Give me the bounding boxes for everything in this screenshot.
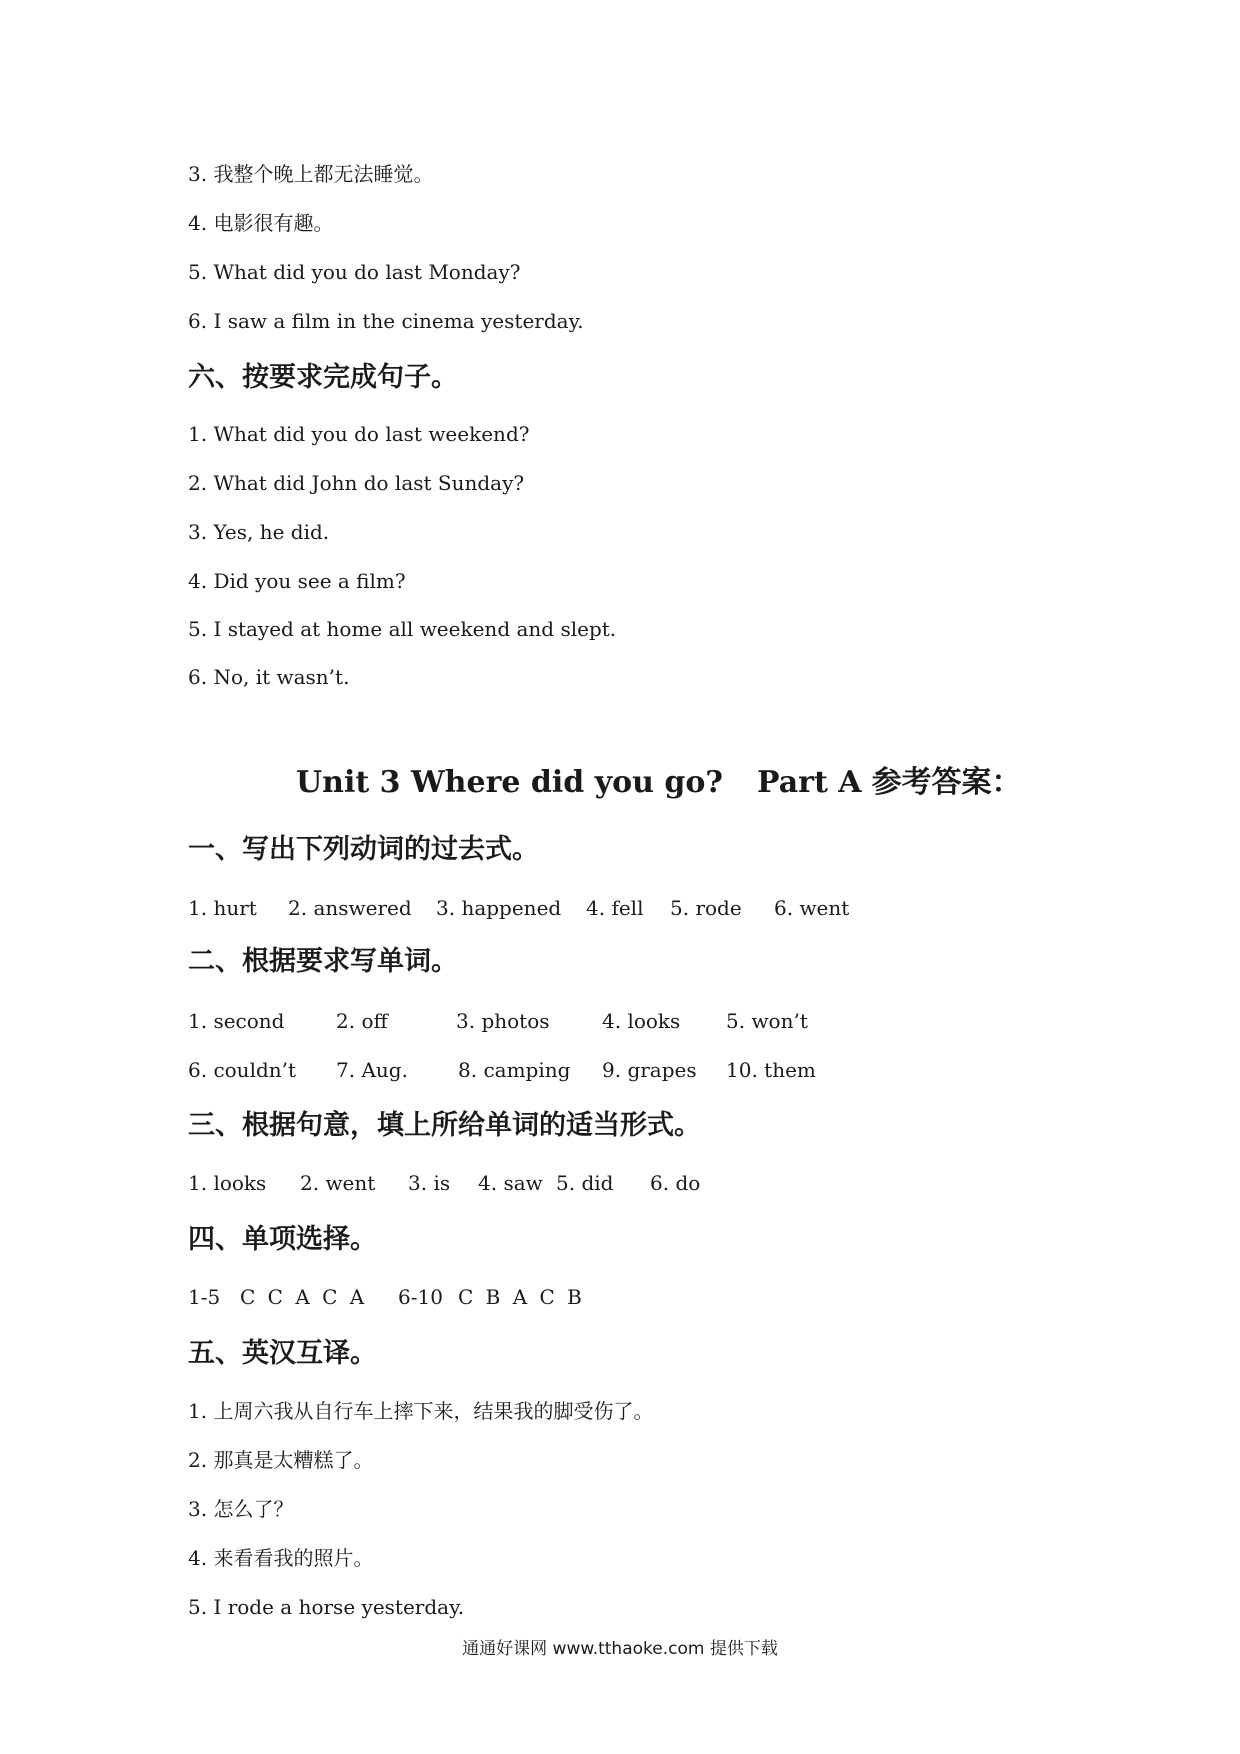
section-5-item-5: 5. I rode a horse yesterday. — [188, 1595, 465, 1619]
answer-letters: C B A C B — [458, 1285, 585, 1309]
prev-answer-3: 3. 我整个晚上都无法睡觉。 — [188, 162, 434, 186]
prev-answer-4: 4. 电影很有趣。 — [188, 211, 334, 235]
answer-item: 3. is — [408, 1171, 451, 1195]
answer-item: 2. went — [300, 1171, 376, 1195]
prev-answer-5: 5. What did you do last Monday? — [188, 260, 521, 284]
section-6-item-3: 3. Yes, he did. — [188, 520, 330, 544]
answer-item: 5. did — [556, 1171, 614, 1195]
section-5-item-3: 3. 怎么了？ — [188, 1497, 294, 1521]
section-5-item-4: 4. 来看看我的照片。 — [188, 1546, 374, 1570]
answer-item: 1. looks — [188, 1171, 267, 1195]
section-5-heading: 五、英汉互译。 — [188, 1338, 377, 1369]
answer-letters: C C A C A — [240, 1285, 368, 1309]
answer-item: 8. camping — [458, 1058, 571, 1082]
answer-item: 4. saw — [478, 1171, 543, 1195]
section-5-item-2: 2. 那真是太糟糕了。 — [188, 1448, 374, 1472]
section-1-heading: 一、写出下列动词的过去式。 — [188, 834, 539, 865]
section-3-heading: 三、根据句意，填上所给单词的适当形式。 — [188, 1110, 701, 1141]
answer-item: 1. hurt — [188, 896, 257, 920]
answer-item: 4. fell — [586, 896, 644, 920]
section-6-item-2: 2. What did John do last Sunday? — [188, 471, 525, 495]
answer-item: 3. photos — [456, 1009, 550, 1033]
section-6-item-5: 5. I stayed at home all weekend and slept. — [188, 617, 617, 641]
section-6-item-1: 1. What did you do last weekend? — [188, 422, 530, 446]
section-6-item-6: 6. No, it wasn’t. — [188, 665, 350, 689]
answer-item: 7. Aug. — [336, 1058, 408, 1082]
answer-key-title — [296, 765, 1022, 800]
part-label: Part A — [756, 765, 862, 800]
answer-range: 6-10 — [398, 1285, 443, 1309]
prev-answer-6: 6. I saw a film in the cinema yesterday. — [188, 309, 584, 333]
answer-item: 4. looks — [602, 1009, 681, 1033]
section-5-item-1: 1. 上周六我从自行车上摔下来，结果我的脚受伤了。 — [188, 1399, 654, 1423]
answer-item: 2. answered — [288, 896, 412, 920]
answer-item: 6. went — [774, 896, 850, 920]
unit-title: Unit 3 Where did you go? — [296, 765, 723, 800]
section-6-item-4: 4. Did you see a film? — [188, 569, 406, 593]
section-2-heading: 二、根据要求写单词。 — [188, 946, 458, 977]
section-4-heading: 四、单项选择。 — [188, 1224, 377, 1255]
answer-item: 6. do — [650, 1171, 701, 1195]
answer-item: 2. off — [336, 1009, 388, 1033]
answer-range: 1-5 — [188, 1285, 221, 1309]
answer-item: 5. rode — [670, 896, 742, 920]
answer-item: 5. won’t — [726, 1009, 808, 1033]
section-6-heading: 六、按要求完成句子。 — [188, 362, 458, 393]
answer-item: 3. happened — [436, 896, 562, 920]
answer-item: 10. them — [726, 1058, 816, 1082]
answer-item: 9. grapes — [602, 1058, 697, 1082]
answer-item: 1. second — [188, 1009, 285, 1033]
answer-label: 参考答案： — [871, 765, 1022, 800]
footer-source: 通通好课网 www.tthaoke.com 提供下载 — [462, 1639, 778, 1659]
answer-item: 6. couldn’t — [188, 1058, 297, 1082]
